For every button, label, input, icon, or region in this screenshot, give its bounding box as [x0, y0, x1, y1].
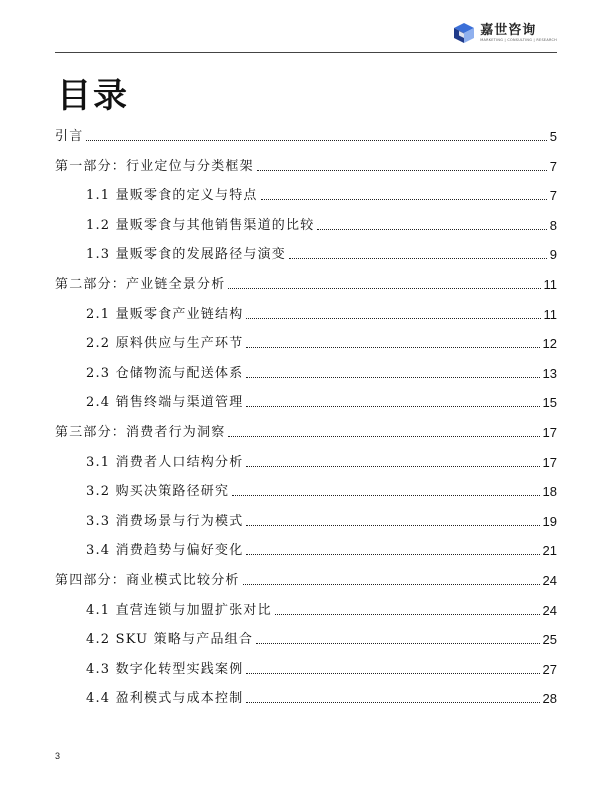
toc-page-number: 8: [549, 217, 557, 233]
toc-dot-leader: [228, 436, 539, 437]
toc-page-number: 12: [542, 336, 557, 352]
toc-dot-leader: [246, 406, 539, 407]
toc-dot-leader: [232, 495, 539, 496]
toc-dot-leader: [289, 258, 547, 259]
brand-tagline: MARKETING | CONSULTING | RESEARCH: [480, 38, 557, 42]
toc-page-number: 18: [542, 484, 557, 500]
toc-entry-title: 引言: [55, 129, 84, 144]
toc-page-number: 27: [542, 661, 557, 677]
toc-entry-title: 1.1 量贩零食的定义与特点: [86, 188, 258, 204]
toc-entry-title: 4.3 数字化转型实践案例: [86, 661, 244, 677]
toc-section-entry[interactable]: [55, 156, 557, 176]
toc-subsection-entry[interactable]: [86, 244, 557, 264]
toc-page-number: 7: [549, 188, 557, 204]
toc-section-entry[interactable]: [55, 570, 557, 590]
toc-subsection-entry[interactable]: [86, 363, 557, 383]
toc-subsection-entry[interactable]: [86, 304, 557, 324]
toc-page-number: 17: [542, 425, 557, 440]
page-title: 目录: [57, 76, 129, 116]
toc-entry-title: 3.1 消费者人口结构分析: [86, 454, 244, 470]
toc-page-number: 25: [542, 632, 557, 648]
toc-entry-title: 第一部分：行业定位与分类框架: [55, 158, 254, 174]
toc-subsection-entry[interactable]: [86, 600, 557, 620]
toc-entry-title: 2.4 销售终端与渠道管理: [86, 395, 244, 411]
toc-entry-title: 2.3 仓储物流与配送体系: [86, 365, 244, 381]
toc-dot-leader: [243, 584, 540, 585]
toc-page-number: 19: [542, 513, 557, 529]
toc-entry-title: 2.1 量贩零食产业链结构: [86, 306, 244, 322]
toc-entry-title: 3.4 消费趋势与偏好变化: [86, 543, 244, 559]
toc-page-number: 15: [542, 395, 557, 411]
header-divider: [55, 52, 557, 53]
toc-entry-title: 1.3 量贩零食的发展路径与演变: [86, 247, 287, 263]
toc-page-number: 5: [549, 129, 557, 144]
toc-entry-title: 4.4 盈利模式与成本控制: [86, 691, 244, 707]
toc-page-number: 17: [542, 454, 557, 470]
toc-page-number: 24: [542, 602, 557, 618]
toc-dot-leader: [246, 702, 539, 703]
toc-page-number: 7: [549, 158, 557, 174]
toc-dot-leader: [317, 229, 546, 230]
toc-dot-leader: [257, 170, 547, 171]
toc-dot-leader: [246, 554, 539, 555]
toc-page-number: 9: [549, 247, 557, 263]
page-number: 3: [55, 751, 61, 761]
toc-subsection-entry[interactable]: [86, 540, 557, 560]
toc-page-number: 28: [542, 691, 557, 707]
toc-subsection-entry[interactable]: [86, 452, 557, 472]
toc-dot-leader: [246, 377, 539, 378]
toc-dot-leader: [246, 466, 539, 467]
cube-logo-icon: [452, 22, 476, 44]
toc-section-entry[interactable]: [55, 274, 557, 294]
toc-page-number: 13: [542, 365, 557, 381]
toc-dot-leader: [275, 614, 540, 615]
toc-subsection-entry[interactable]: [86, 688, 557, 708]
brand-header: [452, 22, 557, 44]
toc-dot-leader: [256, 643, 539, 644]
toc-subsection-entry[interactable]: [86, 333, 557, 353]
toc-page-number: 24: [542, 573, 557, 588]
toc-entry-title: 第三部分：消费者行为洞察: [55, 425, 226, 440]
toc-dot-leader: [86, 140, 546, 141]
toc-subsection-entry[interactable]: [86, 481, 557, 501]
toc-page-number: 11: [543, 306, 557, 322]
toc-dot-leader: [261, 199, 547, 200]
brand-name: 嘉世咨询: [480, 23, 537, 38]
toc-dot-leader: [246, 525, 539, 526]
toc-entry-title: 第四部分：商业模式比较分析: [55, 573, 240, 588]
toc-entry-title: 3.2 购买决策路径研究: [86, 484, 230, 500]
toc-subsection-entry[interactable]: [86, 659, 557, 679]
toc-subsection-entry[interactable]: [86, 511, 557, 531]
toc-subsection-entry[interactable]: [86, 392, 557, 412]
toc-dot-leader: [246, 673, 539, 674]
toc-page-number: 11: [543, 277, 557, 292]
toc-section-entry[interactable]: [55, 126, 557, 146]
toc-dot-leader: [228, 288, 540, 289]
toc-entry-title: 1.2 量贩零食与其他销售渠道的比较: [86, 217, 315, 233]
toc-entry-title: 2.2 原料供应与生产环节: [86, 336, 244, 352]
toc-section-entry[interactable]: [55, 422, 557, 442]
brand-text: [480, 23, 557, 43]
toc-subsection-entry[interactable]: [86, 215, 557, 235]
toc-entry-title: 第二部分：产业链全景分析: [55, 277, 226, 292]
toc-dot-leader: [246, 347, 539, 348]
toc-subsection-entry[interactable]: [86, 185, 557, 205]
toc-subsection-entry[interactable]: [86, 629, 557, 649]
toc-entry-title: 4.2 SKU 策略与产品组合: [86, 632, 254, 648]
toc-entry-title: 3.3 消费场景与行为模式: [86, 513, 244, 529]
toc-dot-leader: [246, 318, 540, 319]
toc-page-number: 21: [542, 543, 557, 559]
toc-entry-title: 4.1 直营连锁与加盟扩张对比: [86, 602, 272, 618]
